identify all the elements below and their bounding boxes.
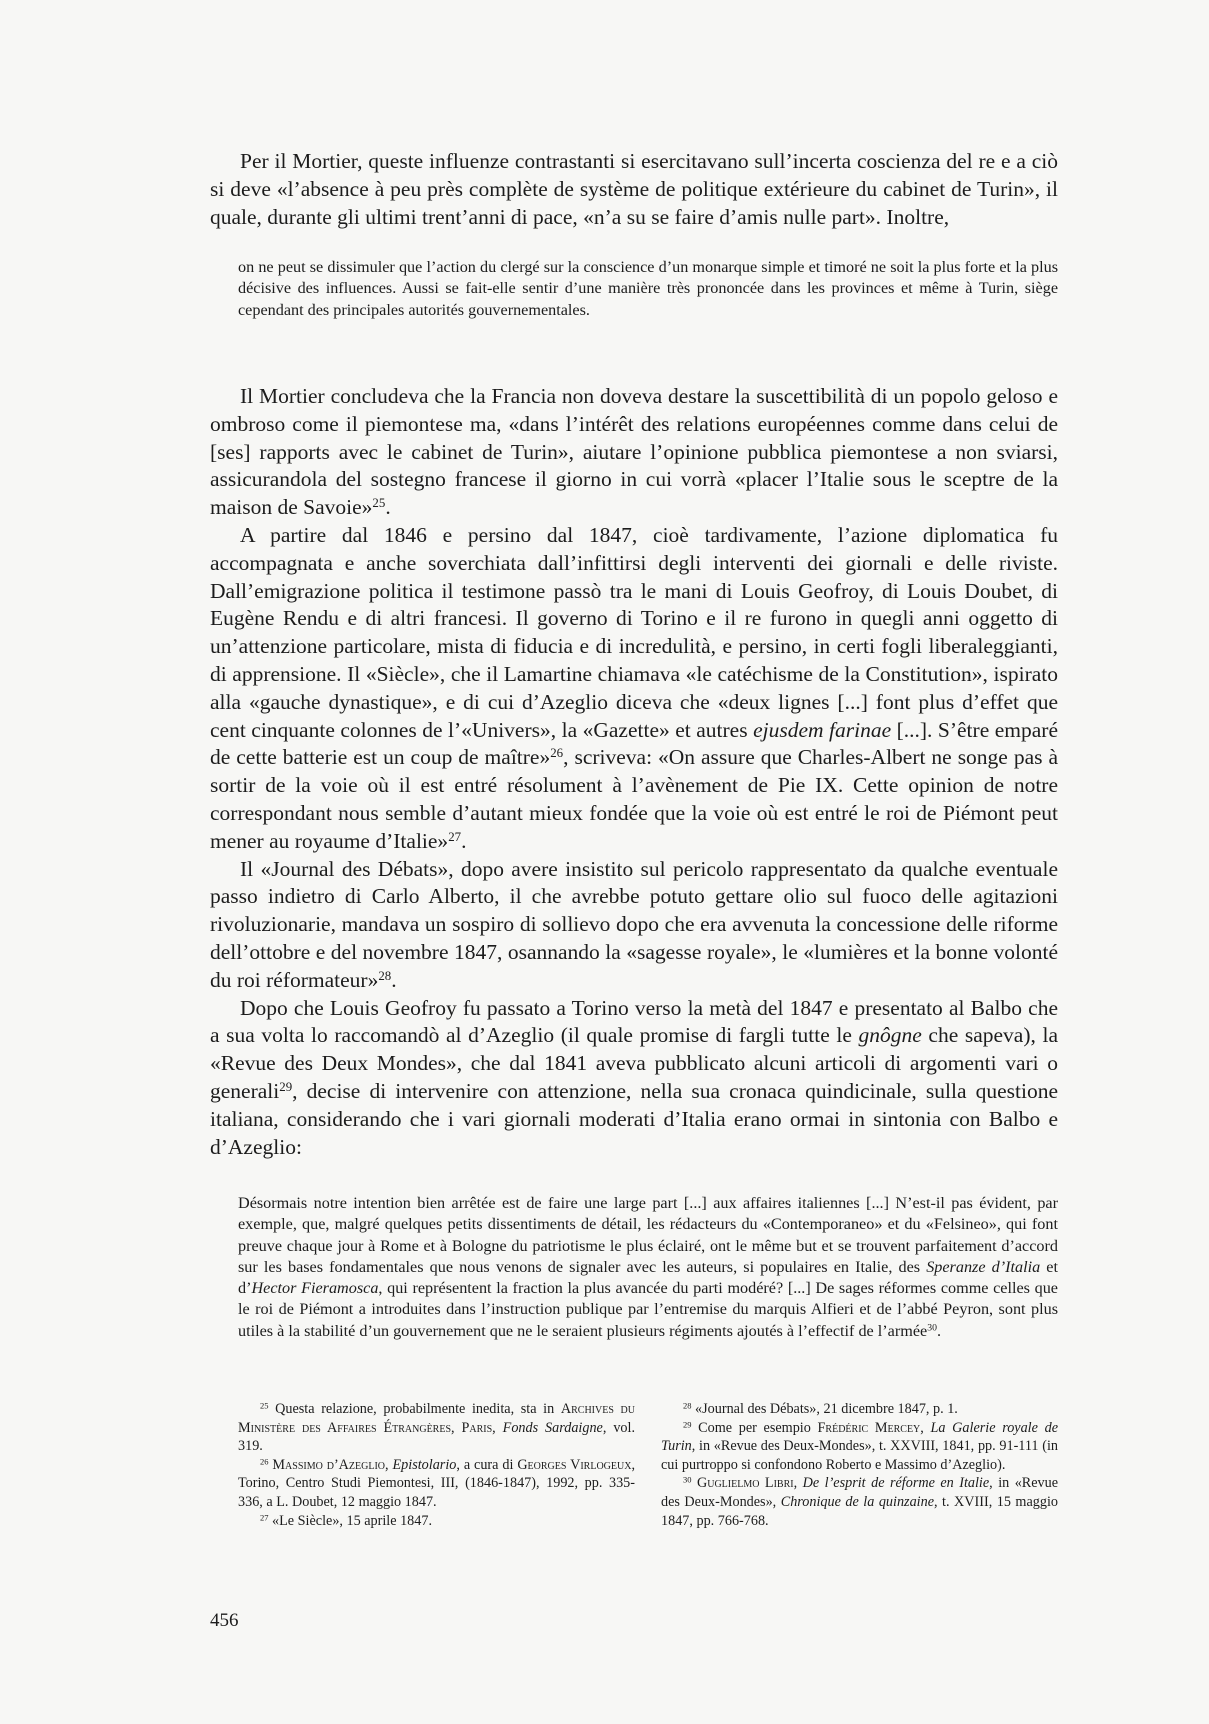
footnote-ref-28: 28 [378,968,392,983]
footnote-25: $^{25}$ Questa relazione, probabilmente inedita, sta in Archives du Ministère des Affaires Étrangères, Paris, Fonds Sardaigne, vol. 319. [238,1400,636,1455]
footnote-27: $^{27}$ «Le Siècle», 15 aprile 1847. [260,1511,433,1529]
footnote-29: $^{29}$ Come per esempio Frédéric Mercey, La Galerie royale de Turin, in «Revue des Deux-Mondes», t. XXVIII, 1841, pp. 91-111 (in cui purtroppo si confondono Roberto e Massimo d’Azeglio). [661,1418,1058,1473]
paragraph-1 [210,148,1058,231]
main-body [210,383,1058,1161]
paragraph-4: Il «Journal des Débats», dopo avere insistito sul pericolo rappresentato da qualche eventuale passo indietro di Carlo Alberto, il che avrebbe potuto gettare olio sul fuoco delle agitazioni rivoluzionarie, mandava un sospiro di sollievo dopo che era avvenuta la concessione delle riforme dell’ottobre e del novembre 1847, osannando la «sagesse royale», le «lumières et la bonne volonté du roi réformateur»$^{28}$. [210,856,1058,992]
footnotes-right-column [661,1400,1058,1530]
footnote-ref-30: 30 [927,1322,937,1334]
block-quote-1 [238,257,1058,321]
footnote-ref-25: 25 [372,496,386,511]
footnote-30: $^{30}$ Guglielmo Libri, De l’esprit de réforme en Italie, in «Revue des Deux-Mondes», Chronique de la quinzaine, t. XVIII, 15 maggio 1847, pp. 766-768. [661,1474,1059,1529]
block-quote-2: Désormais notre intention bien arrêtée est de faire une large part [...] aux affaires italiennes [...] N’est-il pas évident, par exemple, que, malgré quelques petits dissentiments de détail, les rédacteurs du «Contemporaneo» et du «Felsineo», qui font preuve chaque jour à Rome et à Bologne du patriotisme le plus éclairé, ont le même but et se trouvent parfaitement d’accord sur les bases fondamentales que nous venons de signaler avec les auteurs, si populaires en Italie, des Speranze d’Italia et d’Hector Fieramosca, qui représentent la fraction la plus avancée du parti modéré? [...] De sages réformes comme celles que le roi de Piémont a introduites dans l’instruction publique par l’entremise du marquis Alfieri et de l’abbé Peyron, sont plus utiles à la stabilité d’un gouvernement que ne le seraient plusieurs régiments ajoutés à l’effectif de l’armée$^{30}$. [238,1194,1058,1340]
paragraph-1-text: Per il Mortier, queste influenze contrastanti si esercitavano sull’incerta coscienza del re e a ciò si deve «l’absence à peu près complète de système de politique extérieure du cabinet de Turin», il quale, durante gli ultimi trent’anni di pace, «n’a su se faire d’amis nulle part». Inoltre, [210,149,1058,229]
block-quote-1-text: on ne peut se dissimuler que l’action du clergé sur la conscience d’un monarque simple et timoré ne soit la plus forte et la plus décisive des influences. Aussi se fait-elle sentir d’une manière très prononcée dans les provinces et même à Turin, siège cependant des principales autorités gouvernementales. [238,258,1058,319]
paragraph-2: Il Mortier concludeva che la Francia non doveva destare la suscettibilità di un popolo geloso e ombroso come il piemontese ma, «dans l’intérêt des relations européennes comme dans celui de [ses] rapports avec le cabinet de Turin», aiutare l’opinione pubblica piemontese a non sviarsi, assicurandola del sostegno francese il giorno in cui vorrà «placer l’Italie sous le sceptre de la maison de Savoie»$^{25}$. [210,384,1058,520]
page-number: 456 [210,1610,239,1631]
footnote-ref-29: 29 [279,1079,293,1094]
footnote-ref-26: 26 [550,746,564,761]
footnote-26: $^{26}$ Massimo d’Azeglio, Epistolario, a cura di Georges Virlogeux, Torino, Centro Studi Piemontesi, III, (1846-1847), 1992, pp. 335-336, a L. Doubet, 12 maggio 1847. [238,1456,636,1510]
paragraph-5: Dopo che Louis Geofroy fu passato a Torino verso la metà del 1847 e presentato al Balbo che a sua volta lo raccomandò al d’Azeglio (il quale promise di fargli tutte le gnôgne che sapeva), la «Revue des Deux Mondes», che dal 1841 aveva pubblicato alcuni articoli di argomenti vari o generali$^{29}$, decise di intervenire con attenzione, nella sua cronaca quindicinale, sulla questione italiana, considerando che i vari giornali moderati d’Italia erano ormai in sintonia con Balbo e d’Azeglio: [210,995,1058,1159]
footnote-28: $^{28}$ «Journal des Débats», 21 dicembre 1847, p. 1. [683,1400,958,1417]
footnotes-left-column [238,1400,635,1530]
footnote-ref-27: 27 [448,829,462,844]
footnotes [238,1400,1058,1530]
paragraph-3: A partire dal 1846 e persino dal 1847, cioè tardivamente, l’azione diplomatica fu accompagnata e anche soverchiata dall’infittirsi degli interventi dei giornali e delle riviste. Dall’emigrazione politica il testimone passò tra le mani di Louis Geofroy, di Louis Doubet, di Eugène Rendu e di altri francesi. Il governo di Torino e il re furono in quegli anni oggetto di un’attenzione particolare, mista di fiducia e di incredulità, e persino, in certi fogli liberaleggianti, di apprensione. Il «Siècle», che il Lamartine chiamava «le catéchisme de la Constitution», ispirato alla «gauche dynastique», e di cui d’Azeglio diceva che «deux lignes [...] font plus d’effet que cent cinquante colonnes de l’«Univers», la «Gazette» et autres ejusdem farinae [...]. S’être emparé de cette batterie est un coup de maître»$^{26}$, scriveva: «On assure que Charles-Albert ne songe pas à sortir de la voie où il est entré résolument à l’avènement de Pie IX. Cette opinion de notre correspondant nous semble d’autant mieux fondée que la voie où est entré le roi de Piémont peut mener au royaume d’Italie»$^{27}$. [210,522,1058,853]
